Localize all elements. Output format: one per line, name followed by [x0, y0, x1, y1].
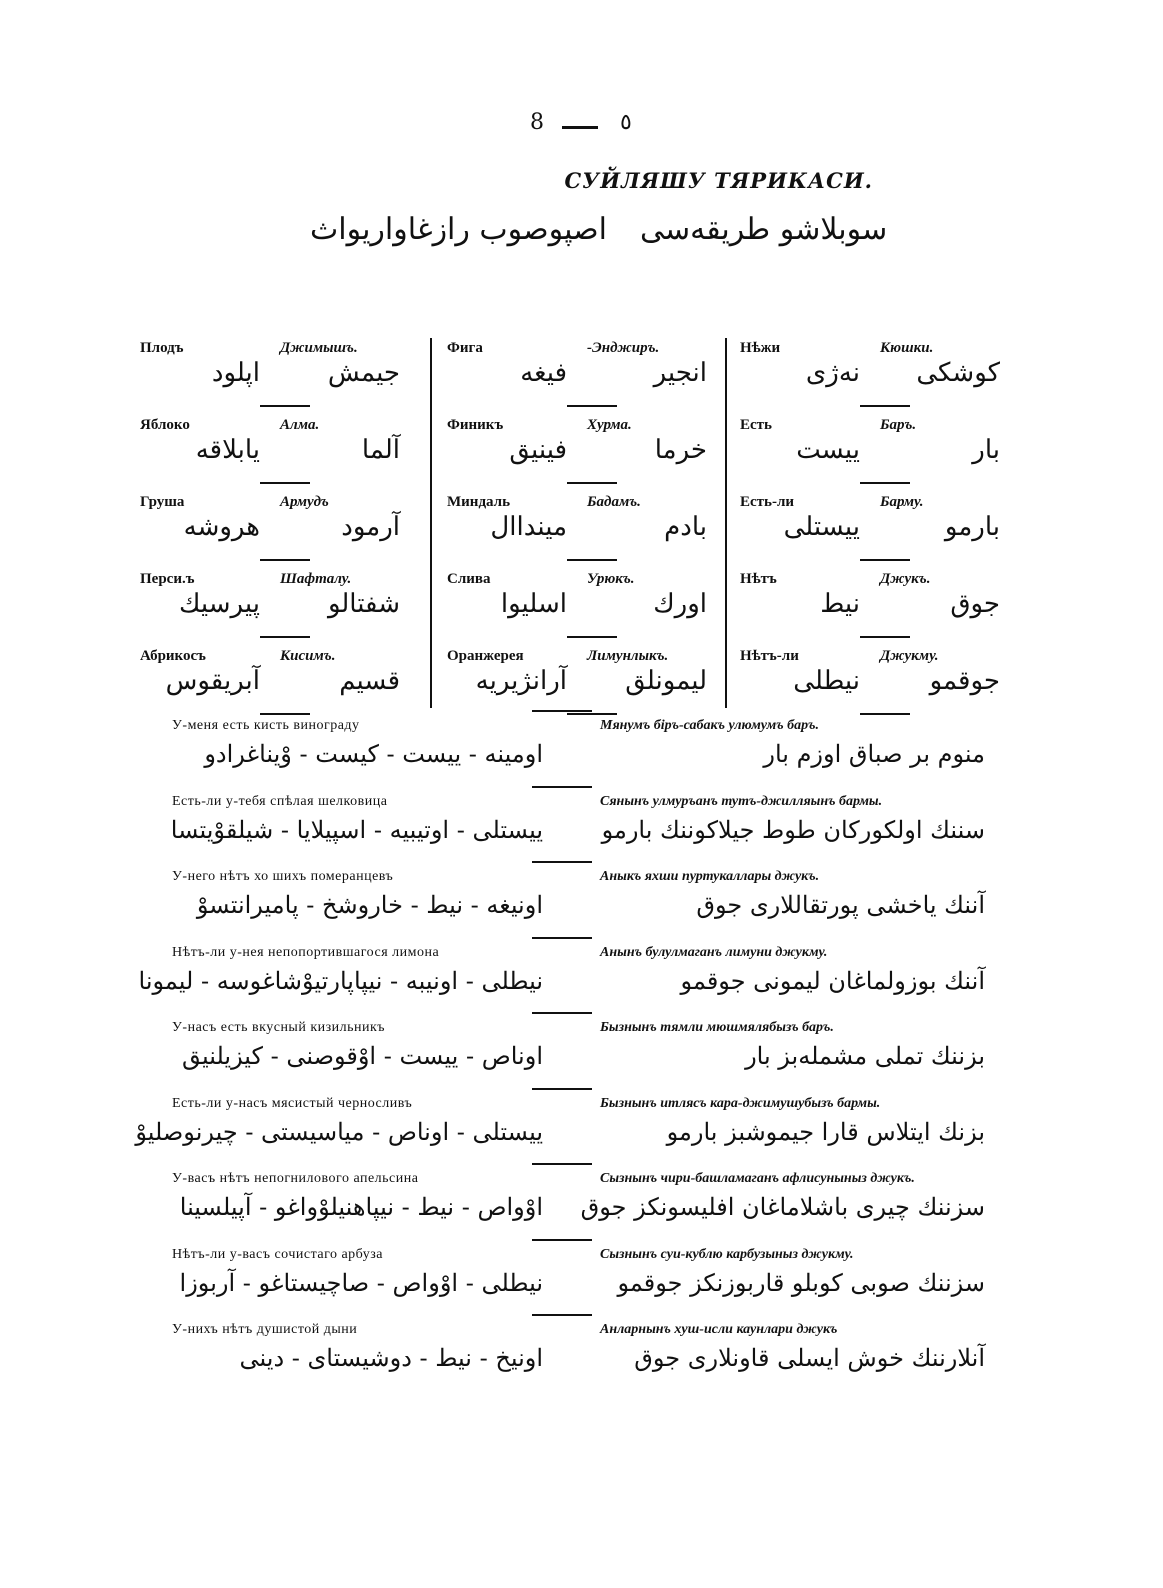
vocab-transliteration: Алма. [280, 417, 320, 433]
vocab-arabic-russian: اسليوا [500, 589, 567, 619]
page-number [500, 110, 660, 140]
sentence-russian: У-него нѣтъ хо шихъ померанцевъ [172, 869, 394, 884]
vocab-russian-word: Перси.ъ [140, 571, 195, 587]
vocab-transliteration: Хурма. [587, 417, 632, 433]
vocab-underline [260, 405, 310, 407]
sentence-separator [532, 1163, 592, 1165]
vocab-arabic-translit: جوقمو [929, 666, 1000, 696]
vocab-underline [567, 559, 617, 561]
vocab-russian-word: Груша [140, 494, 185, 510]
vocab-underline [860, 559, 910, 561]
vocab-transliteration: Барму. [880, 494, 924, 510]
sentence-separator [532, 1012, 592, 1014]
vocab-arabic-translit: آلما [361, 435, 400, 465]
vocab-underline [260, 713, 310, 715]
vocab-underline [567, 713, 617, 715]
vocab-transliteration: Армудъ [280, 494, 329, 510]
vocab-underline [860, 482, 910, 484]
vocab-underline [860, 405, 910, 407]
sentence-separator [532, 1239, 592, 1241]
vocab-arabic-russian: هروشه [183, 512, 260, 542]
vocab-arabic-russian: آرانژيريه [475, 666, 567, 696]
vocab-arabic-translit: بادم [664, 512, 707, 542]
vocab-russian-word: Яблоко [140, 417, 190, 433]
sentence-arabic-translit: منوم بر صباق اوزم بار [763, 740, 985, 768]
sentence-transliteration: Сянынъ улмуръанъ тутъ-джилляынъ бармы. [600, 793, 883, 809]
vocab-russian-word: Абрикосъ [140, 648, 206, 664]
sentence-arabic-translit: آننك بوزولماغان ليمونى جوقمو [680, 966, 985, 995]
vocab-transliteration: Бадамъ. [587, 494, 641, 510]
sentence-arabic-translit: آنلارننك خوش ايسلى قاونلارى جوق [634, 1344, 985, 1372]
sentence-arabic-russian: اونيخ - نيط - دوشيستاى - دينى [239, 1344, 543, 1372]
vocab-arabic-russian: نيطلى [793, 666, 860, 696]
vocab-transliteration: Джукъ. [880, 571, 931, 587]
vocab-transliteration: Кисимъ. [280, 648, 336, 664]
vocab-arabic-translit: بارمو [944, 512, 1000, 542]
sentence-arabic-translit: سزننك چيرى باشلاماغان افليسونكز جوق [580, 1193, 985, 1221]
column-divider-2 [725, 338, 727, 708]
heading-russian: СУЙЛЯШУ ТЯРИКАСИ. [564, 168, 873, 193]
vocab-underline [567, 636, 617, 638]
vocab-underline [860, 636, 910, 638]
sentence-transliteration: Мянумъ бiръ-сабакъ улюмумъ баръ. [600, 718, 819, 733]
vocab-arabic-russian: ييستلى [783, 512, 860, 542]
vocab-arabic-translit: شفتالو [327, 589, 400, 619]
vocab-russian-word: Финикъ [447, 417, 504, 433]
vocab-arabic-russian: نيط [820, 589, 860, 619]
vocab-transliteration: Джукму. [880, 648, 939, 664]
sentence-russian: У-меня есть кисть винограду [172, 718, 360, 733]
sentence-russian: У-нихъ нѣтъ душистой дыни [172, 1322, 358, 1337]
page-number-right: ٥ [620, 110, 632, 135]
vocab-arabic-translit: آرمود [341, 512, 400, 542]
sentence-separator [532, 937, 592, 939]
vocab-russian-word: Нѣтъ [740, 571, 777, 587]
sentence-transliteration: Бызнынъ итлясъ кара-джимушубызъ бармы. [600, 1095, 881, 1111]
vocab-arabic-translit: بار [972, 435, 1000, 465]
vocab-russian-word: Нѣтъ-ли [740, 648, 799, 664]
vocab-russian-word: Плодъ [140, 340, 184, 356]
vocab-transliteration: Джимышъ. [280, 340, 358, 356]
sentence-arabic-russian: اونيغه - نيط - خاروشخ - پاميرانتسوْ [196, 891, 543, 919]
vocab-transliteration: Кюшки. [880, 340, 934, 356]
vocab-russian-word: Миндаль [447, 494, 511, 510]
sentence-transliteration: Бызнынъ тямли мюшмялябызъ баръ. [600, 1020, 834, 1035]
vocab-arabic-russian: مينداال [490, 512, 567, 542]
vocab-transliteration: Баръ. [880, 417, 917, 433]
sentence-transliteration: Анларнынъ хуш-исли каунлари джукъ [600, 1322, 838, 1337]
vocab-russian-word: Слива [447, 571, 491, 587]
sentence-arabic-russian: ييستلى - اوناص - مياسيستى - چيرنوصليوْ [135, 1117, 543, 1146]
sentence-transliteration: Анынъ булулмаганъ лимуни джукму. [600, 944, 828, 960]
vocab-transliteration: -Энджиръ. [587, 340, 660, 356]
sentence-arabic-russian: اومينه - ييست - كيست - وْيناغرادو [204, 740, 543, 768]
vocab-arabic-translit: كوشكى [916, 358, 1000, 388]
sentence-russian: Есть-ли у-насъ мясистый черносливъ [172, 1095, 413, 1111]
vocab-arabic-translit: جوق [950, 589, 1000, 619]
sentence-arabic-translit: بزنك ايتلاس قارا جيموشبز بارمو [666, 1117, 985, 1146]
vocab-arabic-russian: فيغه [520, 358, 567, 388]
sentence-separator [532, 786, 592, 788]
vocab-arabic-russian: يابلاقه [195, 435, 260, 465]
sentence-arabic-translit: سننك اولكوركان طوط جيلاكوننك بارمو [601, 815, 985, 844]
sentence-separator [532, 710, 592, 712]
page-number-dash [562, 126, 598, 129]
sentence-arabic-russian: ييستلى - اوتيبيه - اسپيلايا - شيلقوْيتسا [170, 815, 543, 844]
vocab-russian-word: Фига [447, 340, 483, 356]
vocab-arabic-translit: خرما [654, 435, 707, 465]
sentence-russian: Нѣтъ-ли у-васъ сочистаго арбуза [172, 1246, 384, 1262]
vocab-transliteration: Шафталу. [280, 571, 352, 587]
vocab-russian-word: Есть-ли [740, 494, 795, 510]
sentence-russian: Есть-ли у-тебя спѣлая шелковица [172, 793, 388, 809]
sentence-arabic-translit: بزننك تملى مشمله‌بز بار [745, 1042, 985, 1070]
vocab-arabic-translit: اورك [653, 589, 707, 619]
vocab-underline [260, 559, 310, 561]
sentence-transliteration: Сызнынъ суи-кублю карбузыныз джукму. [600, 1246, 854, 1262]
sentence-arabic-translit: سزننك صوبى كوبلو قاربوزنكز جوقمو [617, 1268, 985, 1297]
vocab-underline [567, 405, 617, 407]
vocab-underline [260, 482, 310, 484]
vocab-arabic-russian: پيرسيك [179, 589, 260, 619]
sentence-transliteration: Сызнынъ чири-башламаганъ афлисуныныз джукъ. [600, 1171, 915, 1186]
vocab-russian-word: Нѣжи [740, 340, 781, 356]
vocab-arabic-translit: جيمش [327, 358, 400, 388]
sentence-separator [532, 1314, 592, 1316]
vocab-transliteration: Урюкъ. [587, 571, 635, 587]
vocab-arabic-translit: ليمونلق [625, 666, 707, 696]
vocab-arabic-russian: نه‌ژى [805, 358, 860, 388]
vocab-arabic-russian: ييست [796, 435, 860, 465]
column-divider-1 [430, 338, 432, 708]
heading-arabic-right: اصپوصوب رازغاواريواث [310, 212, 607, 247]
vocab-underline [260, 636, 310, 638]
vocab-underline [860, 713, 910, 715]
sentence-arabic-russian: نيطلى - اونيبه - نيپاپارتيوْشاغوسه - ليمونا [138, 966, 543, 995]
vocab-underline [567, 482, 617, 484]
sentence-arabic-russian: نيطلى - اوْواص - صاچيستاغو - آربوزا [179, 1268, 543, 1297]
heading-arabic-left: سوبلاشو طريقه‌سى [640, 212, 888, 247]
vocab-russian-word: Есть [740, 417, 772, 433]
sentence-russian: Нѣтъ-ли у-нея непопортившагося лимона [172, 944, 440, 960]
page-number-left: 8 [530, 110, 544, 135]
vocab-arabic-translit: انجير [653, 358, 707, 388]
vocab-arabic-russian: آبريقوس [165, 666, 260, 696]
vocab-arabic-russian: اپلود [211, 358, 260, 388]
vocab-arabic-translit: قسيم [339, 666, 400, 696]
vocab-russian-word: Оранжерея [447, 648, 524, 664]
sentence-arabic-translit: آننك ياخشى پورتقاللارى جوق [696, 891, 985, 919]
sentence-arabic-russian: اوناص - ييست - اوْقوصنى - كيزيلنيق [181, 1042, 543, 1070]
sentence-separator [532, 861, 592, 863]
vocab-arabic-russian: فينيق [509, 435, 567, 465]
sentence-arabic-russian: اوْواص - نيط - نيپاهنيلوْواغو - آپيلسينا [179, 1193, 543, 1221]
sentence-russian: У-насъ есть вкусный кизильникъ [172, 1020, 386, 1035]
sentence-transliteration: Аныкъ яхши пуртукаллары джукъ. [600, 869, 820, 884]
vocab-transliteration: Лимунлыкъ. [587, 648, 669, 664]
sentence-russian: У-васъ нѣтъ непогнилового апельсина [172, 1171, 419, 1186]
sentence-separator [532, 1088, 592, 1090]
